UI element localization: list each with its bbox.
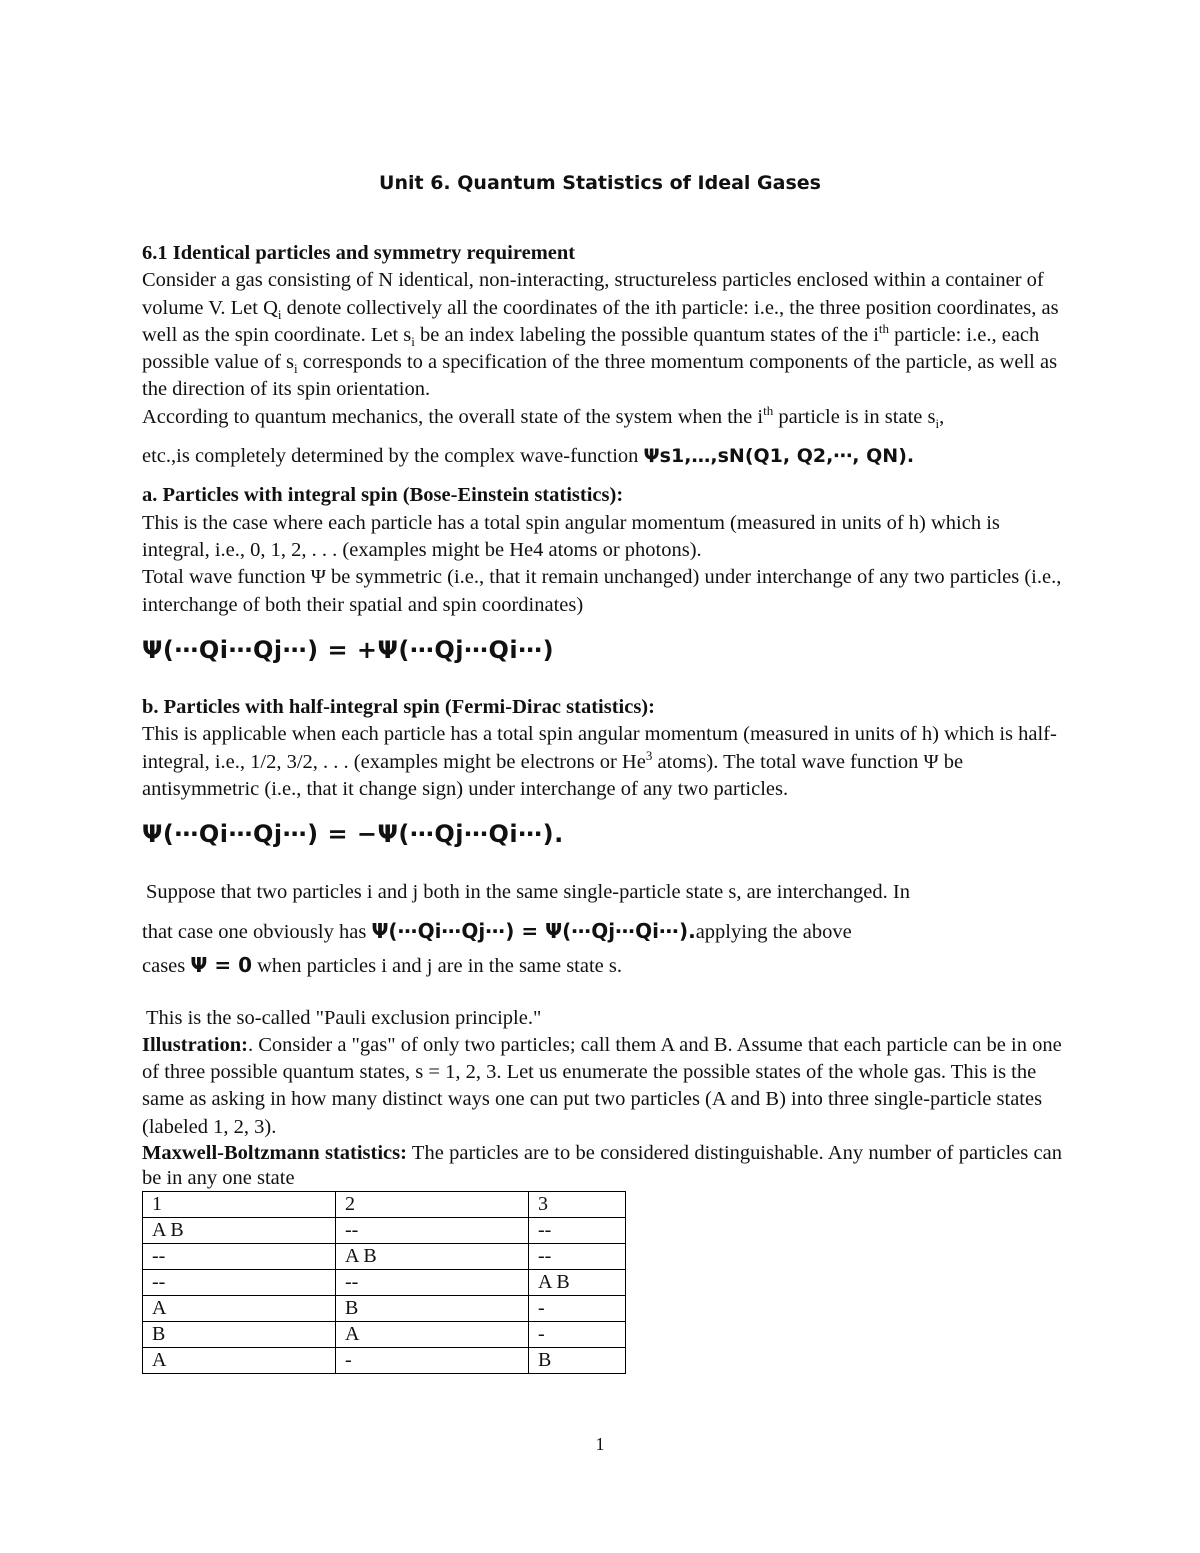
pauli-text1: Suppose that two particles i and j both in the same single-particle state s, are interchanged. In [146,880,910,903]
table-cell: 1 [143,1192,336,1218]
table-cell: A [336,1322,529,1348]
maxwell-boltzmann-paragraph: Maxwell-Boltzmann statistics: The particles are to be considered distinguishable. Any number of particles can be in any one state [142,1142,1063,1190]
table-cell: -- [529,1218,626,1244]
table-cell: - [529,1322,626,1348]
table-row [143,1296,626,1322]
part-a-text2: Total wave function Ψ be symmetric (i.e., that it remain unchanged) under interchange of any two particles (i.e., interchange of both their spatial and spin coordinates) [142,566,1062,616]
table-row [143,1244,626,1270]
table-header-row [143,1192,626,1218]
interchange-equation: Ψ(⋯Qi⋯Qj⋯) = Ψ(⋯Qj⋯Qi⋯). [371,918,696,943]
table-row [143,1322,626,1348]
states-table [142,1191,626,1374]
illustration-paragraph: Illustration:. Consider a "gas" of only two particles; call them A and B. Assume that each particle can be in one of three possible quantum states, s = 1, 2, 3. Let us enumerate the possible states of the whole gas. This is the same as asking in how many distinct ways one can put two particles (A and B) into three single-particle states (labeled 1, 2, 3). [142,1033,1062,1138]
table-cell: -- [336,1218,529,1244]
table-cell: 3 [529,1192,626,1218]
table-cell: -- [143,1244,336,1270]
symmetric-equation: Ψ(⋯Qi⋯Qj⋯) = +Ψ(⋯Qj⋯Qi⋯) [142,635,555,664]
table-cell: 2 [336,1192,529,1218]
page-title: Unit 6. Quantum Statistics of Ideal Gases [379,172,821,194]
table-cell: B [336,1296,529,1322]
table-cell: - [529,1296,626,1322]
part-a-text1: This is the case where each particle has a total spin angular momentum (measured in units of h) which is integral, i.e., 0, 1, 2, . . . (examples might be He4 atoms or photons). [142,511,1000,561]
part-b-heading: b. Particles with half-integral spin (Fermi-Dirac statistics): [142,696,655,719]
paragraph-intro: Consider a gas consisting of N identical, non-interacting, structureless particles enclosed within a container of volume V. Let $Q_i$ denote collectively all the coordinates of the ith particle: i.e., the three position coordinates, as well as the spin coordinate. Let $s_i$ be an index labeling the possible quantum states of the $i^{th}$ particle: i.e., each possible value of $s_i$ corresponds to a specification of the three momentum components of the particle, as well as the direction of its spin orientation. [142,269,1059,401]
pauli-text2: that case one obviously has Ψ(⋯Qi⋯Qj⋯) = Ψ(⋯Qj⋯Qi⋯).applying the above [142,918,852,943]
table-row [143,1270,626,1296]
table-cell: B [143,1322,336,1348]
wavefunction-equation: Ψs1,…,sN(Q1, Q2,⋯, QN). [643,445,915,468]
table-cell: A B [529,1270,626,1296]
table-cell: A B [336,1244,529,1270]
part-b-text: This is applicable when each particle has a total spin angular momentum (measured in units of h) which is half-integral, i.e., 1/2, 3/2, . . . (examples might be electrons or He$^3$ atoms). The total wave function Ψ be antisymmetric (i.e., that it change sign) under interchange of any two particles. [142,723,1057,801]
table-cell: -- [529,1244,626,1270]
zero-wavefunction-equation: Ψ = 0 [190,953,252,978]
paragraph-wavefunction-cont: etc.,is completely determined by the complex wave-function Ψs1,…,sN(Q1, Q2,⋯, QN). [142,445,915,468]
section-heading: 6.1 Identical particles and symmetry requirement [142,242,576,264]
page-number: 1 [595,1434,605,1454]
table-cell: A [143,1296,336,1322]
pauli-text3: cases Ψ = 0 when particles i and j are in the same state s. [142,953,622,978]
part-a-heading: a. Particles with integral spin (Bose-Einstein statistics): [142,484,624,507]
table-row [143,1218,626,1244]
table-cell: -- [336,1270,529,1296]
paragraph-wavefunction: According to quantum mechanics, the overall state of the system when the $i^{th}$ particle is in state $s_i$, [142,402,945,431]
table-row [143,1348,626,1374]
antisymmetric-equation: Ψ(⋯Qi⋯Qj⋯) = −Ψ(⋯Qj⋯Qi⋯). [142,820,564,849]
table-cell: -- [143,1270,336,1296]
table-cell: - [336,1348,529,1374]
table-cell: A B [143,1218,336,1244]
document-body [142,240,1062,1374]
pauli-principle: This is the so-called "Pauli exclusion principle." [146,1006,542,1029]
table-cell: A [143,1348,336,1374]
table-cell: B [529,1348,626,1374]
